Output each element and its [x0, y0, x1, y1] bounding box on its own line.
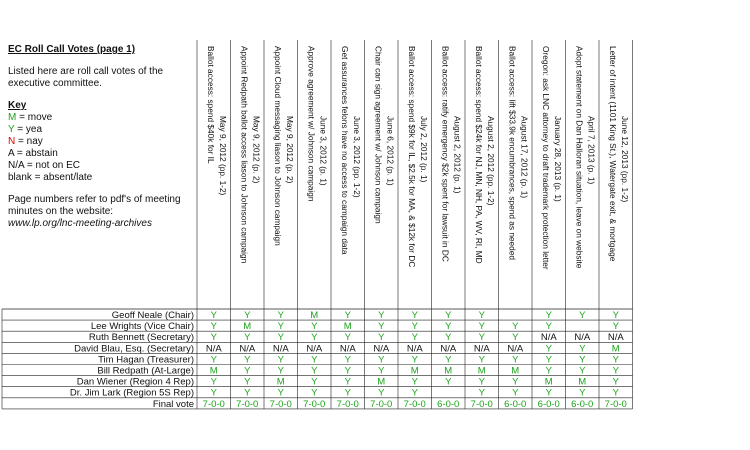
final-vote-label: Final vote [152, 398, 194, 410]
vote-cell: N/A [339, 343, 356, 355]
vote-cell: Y [311, 332, 318, 344]
vote-cell: Y [411, 376, 418, 388]
vote-cell: Y [545, 343, 552, 355]
vote-cell: M [243, 321, 252, 333]
vote-cell: Y [378, 387, 385, 399]
vote-cell: Y [311, 354, 318, 366]
final-vote-cell: 7-0-0 [303, 398, 326, 410]
vote-cell: Y [411, 321, 418, 333]
member-name: Dr. Jim Lark (Region 5S Rep) [69, 387, 194, 399]
vote-cell: M [276, 376, 285, 388]
vote-cell: N/A [272, 343, 289, 355]
vote-cell: Y [445, 354, 452, 366]
vote-cell: Y [378, 321, 385, 333]
vote-cell: Y [512, 332, 519, 344]
motion-date: January 28, 2013 (p. 1) [553, 116, 563, 202]
motion-date: June 3, 2012 (p. 1) [318, 116, 329, 186]
vote-cell: Y [344, 332, 351, 344]
vote-cell: Y [411, 354, 418, 366]
vote-cell: Y [478, 354, 485, 366]
vote-cell: Y [378, 309, 385, 321]
vote-cell: Y [244, 354, 251, 366]
vote-cell: Y [579, 343, 586, 355]
member-name: Tim Hagan (Treasurer) [98, 354, 194, 366]
motion-title: Appoint Cloud messaging liason to Johnson campaign [273, 46, 283, 246]
vote-cell: Y [478, 332, 485, 344]
member-name: Ruth Bennett (Secretary) [88, 332, 194, 344]
vote-cell: Y [344, 387, 351, 399]
vote-cell: Y [512, 354, 519, 366]
motion-title: Get assurances felons have no access to campaign data [340, 46, 350, 255]
motion-title: Appoint Redpath ballot access liason to Johnson campaign [239, 46, 250, 264]
page-note: Page numbers refer to pdf's of meeting minutes on the website: [8, 194, 181, 217]
vote-cell: Y [612, 354, 619, 366]
vote-cell: M [477, 365, 486, 377]
vote-cell: Y [344, 354, 351, 366]
motion-title: Ballot access: spend $24k for NJ, MN, NH, PA, WV, RI, MD [474, 46, 484, 264]
final-vote-cell: 7-0-0 [236, 398, 259, 410]
vote-cell: N/A [205, 343, 222, 355]
vote-cell: Y [210, 376, 217, 388]
key-code: M [8, 112, 17, 123]
motion-title: Chair can sign agreement w/ Johnson campaign [373, 46, 384, 224]
vote-cell: N/A [473, 343, 490, 355]
vote-cell: Y [512, 376, 519, 388]
vote-cell: Y [411, 332, 418, 344]
intro-text: Listed here are roll call votes of the executive committee. [8, 66, 164, 89]
member-name: Bill Redpath (At-Large) [97, 365, 194, 377]
vote-cell: Y [478, 387, 485, 399]
vote-cell: Y [244, 376, 251, 388]
vote-cell: Y [277, 387, 284, 399]
final-vote-cell: 6-0-0 [504, 398, 527, 410]
vote-cell: N/A [507, 343, 524, 355]
key-code: N [8, 136, 16, 147]
vote-cell: Y [579, 354, 586, 366]
vote-cell: Y [344, 365, 351, 377]
motion-title: Letter of intent (1101 King St.), Watergate exit, & mortgage [608, 46, 618, 262]
motion-date: August 2, 2012 (p. 1) [452, 116, 463, 194]
member-name: David Blau, Esq. (Secretary) [74, 343, 194, 355]
motion-title: Oregon: ask LNC attorney to draft trademark protection letter [541, 46, 551, 270]
vote-cell: Y [579, 309, 586, 321]
vote-cell: M [511, 365, 520, 377]
vote-cell: Y [512, 321, 519, 333]
final-vote-cell: 7-0-0 [269, 398, 292, 410]
vote-cell: Y [311, 387, 318, 399]
member-name: Geoff Neale (Chair) [111, 309, 194, 321]
key-heading: Key [8, 100, 27, 111]
vote-cell: Y [244, 387, 251, 399]
motion-date: April 7, 2013 (p. 1) [586, 116, 597, 185]
final-vote-cell: 6-0-0 [537, 398, 560, 410]
vote-cell: Y [478, 376, 485, 388]
final-vote-cell: 7-0-0 [604, 398, 627, 410]
motion-date: August 17, 2012 (p. 1) [519, 116, 530, 199]
motion-date: June 3, 2012 (pp. 1-2) [352, 116, 362, 198]
key-description: = nay [15, 136, 43, 147]
final-vote-cell: 7-0-0 [403, 398, 426, 410]
vote-cell: N/A [373, 343, 390, 355]
motion-date: June 12, 2013 (pp. 1-2) [620, 116, 630, 203]
vote-cell: N/A [574, 332, 591, 344]
vote-cell: Y [378, 354, 385, 366]
vote-cell: N/A [440, 343, 457, 355]
vote-cell: Y [277, 309, 284, 321]
motion-date: May 9, 2012 (pp. 1-2) [218, 116, 228, 196]
motion-date: May 9, 2012 (p. 2) [251, 116, 262, 184]
vote-cell: Y [612, 321, 619, 333]
final-vote-cell: 7-0-0 [202, 398, 225, 410]
vote-cell: Y [612, 365, 619, 377]
vote-cell: Y [411, 309, 418, 321]
key-description: = yea [14, 124, 43, 135]
vote-cell: Y [612, 309, 619, 321]
motion-date: June 6, 2012 (p. 1) [385, 116, 396, 186]
vote-cell: N/A [239, 343, 256, 355]
vote-cell: Y [445, 332, 452, 344]
vote-cell: Y [311, 376, 318, 388]
vote-cell: N/A [607, 332, 624, 344]
final-vote-cell: 7-0-0 [470, 398, 493, 410]
motion-title: Ballot access: lift $33.9k encumbrances, spend as needed [507, 46, 518, 261]
vote-cell: M [444, 365, 453, 377]
key-description: blank = absent/late [8, 172, 93, 183]
vote-cell: Y [478, 321, 485, 333]
motion-date: May 9, 2012 (p. 2) [285, 116, 295, 184]
key-description: N/A = not on EC [8, 160, 80, 171]
vote-cell: Y [277, 332, 284, 344]
vote-cell: M [209, 365, 218, 377]
vote-cell: M [343, 321, 352, 333]
vote-cell: Y [378, 365, 385, 377]
vote-cell: M [544, 376, 553, 388]
vote-cell: N/A [406, 343, 423, 355]
final-vote-cell: 6-0-0 [571, 398, 594, 410]
vote-cell: Y [277, 354, 284, 366]
vote-cell: Y [445, 376, 452, 388]
motion-title: Approve agreement w/ Johnson campaign [306, 46, 317, 202]
vote-cell: M [310, 309, 319, 321]
vote-cell: M [611, 343, 620, 355]
final-vote-cell: 7-0-0 [336, 398, 359, 410]
key-description: = move [16, 112, 53, 123]
key-description: A = abstain [8, 148, 58, 159]
vote-cell: Y [545, 309, 552, 321]
vote-cell: Y [244, 309, 251, 321]
vote-cell: Y [244, 332, 251, 344]
vote-cell: Y [512, 387, 519, 399]
website-text: www.lp.org/lnc-meeting-archives [8, 218, 152, 229]
vote-cell: Y [545, 365, 552, 377]
vote-cell: Y [344, 309, 351, 321]
key-code: Y [8, 124, 15, 135]
vote-cell: Y [545, 354, 552, 366]
vote-cell: Y [344, 376, 351, 388]
vote-cell: Y [445, 309, 452, 321]
vote-cell: Y [277, 321, 284, 333]
vote-cell: Y [545, 387, 552, 399]
vote-cell: Y [579, 387, 586, 399]
vote-cell: M [410, 365, 419, 377]
vote-cell: Y [277, 365, 284, 377]
vote-cell: M [377, 376, 386, 388]
vote-cell: N/A [540, 332, 557, 344]
vote-cell: Y [210, 387, 217, 399]
motion-title: Ballot access: spend $40k for IL [206, 46, 216, 164]
vote-cell: Y [311, 365, 318, 377]
vote-cell: Y [244, 365, 251, 377]
motion-date: July 2, 2012 (p. 1) [419, 116, 429, 183]
member-name: Dan Wiener (Region 4 Rep) [76, 376, 194, 388]
vote-cell: Y [210, 321, 217, 333]
vote-cell: Y [210, 332, 217, 344]
vote-cell: Y [545, 321, 552, 333]
motion-title: Adopt statement on Dan Halloran situation, leave on website [574, 46, 585, 269]
motion-title: Ballot access: ratify emergency $2k spent for lawsuit in DC [440, 46, 451, 262]
vote-cell: N/A [306, 343, 323, 355]
vote-cell: Y [445, 321, 452, 333]
vote-cell: Y [579, 365, 586, 377]
vote-cell: Y [612, 376, 619, 388]
vote-cell: Y [411, 387, 418, 399]
page-title: EC Roll Call Votes (page 1) [8, 44, 136, 55]
motion-date: August 2, 2012 (pp. 1-2) [486, 116, 496, 206]
vote-cell: Y [612, 387, 619, 399]
vote-cell: Y [311, 321, 318, 333]
vote-cell: Y [478, 309, 485, 321]
vote-cell: Y [210, 309, 217, 321]
vote-cell: Y [210, 354, 217, 366]
vote-cell: Y [378, 332, 385, 344]
member-name: Lee Wrights (Vice Chair) [90, 321, 194, 333]
motion-title: Ballot access: spend $9k for IL, $2.5k for MA, & $12k for DC [407, 46, 417, 268]
final-vote-cell: 7-0-0 [370, 398, 393, 410]
final-vote-cell: 6-0-0 [437, 398, 460, 410]
vote-cell: M [578, 376, 587, 388]
